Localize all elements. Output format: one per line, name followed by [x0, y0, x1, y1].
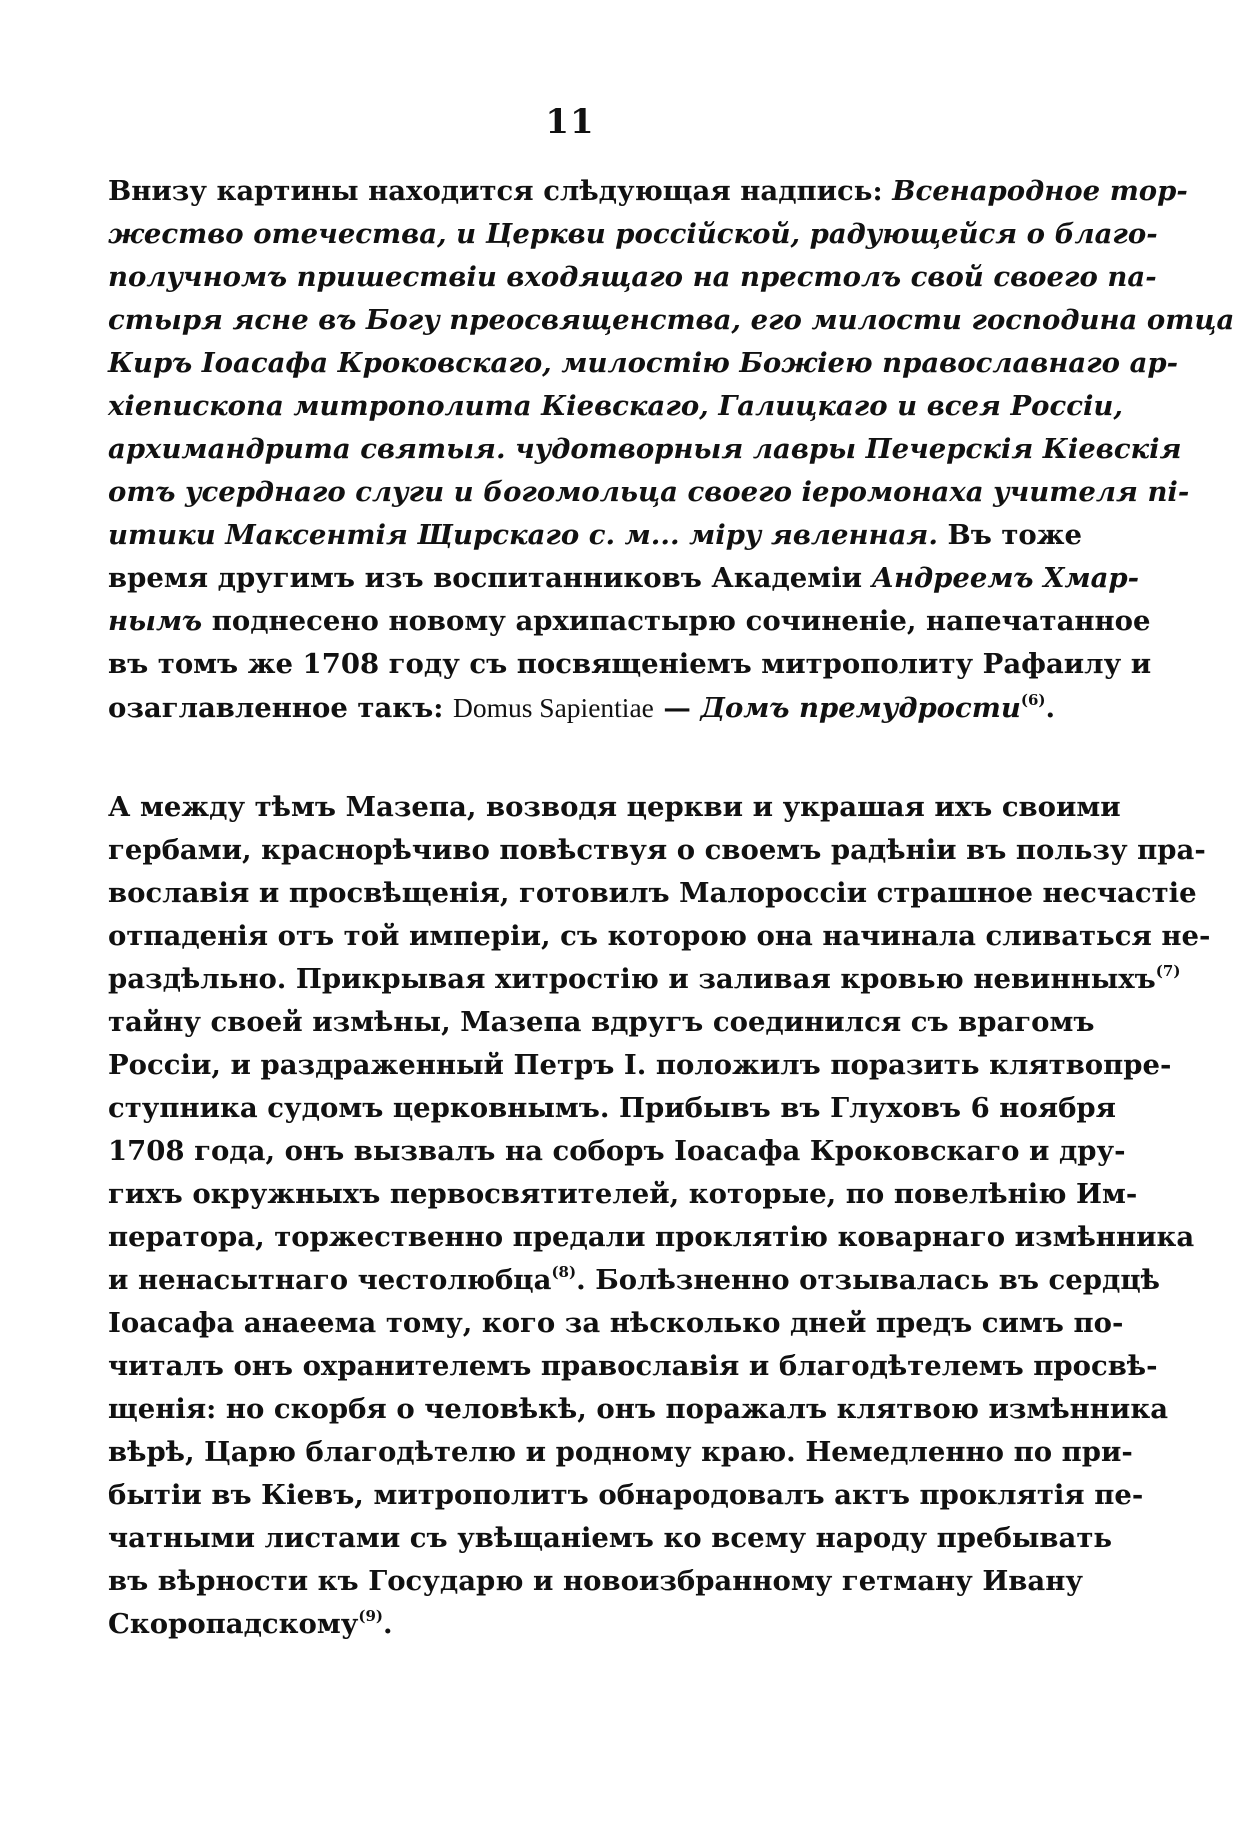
text-segment: гихъ окружныхъ первосвятителей, которые, по повелѣнію Им- — [108, 1178, 1138, 1210]
text-segment: 1708 года, онъ вызвалъ на соборъ Іоасафа Кроковскаго и дру- — [108, 1135, 1126, 1167]
text-segment: бытіи въ Кіевъ, митрополитъ обнародовалъ актъ проклятія пе- — [108, 1479, 1144, 1511]
text-line — [108, 1173, 1138, 1216]
text-segment: отпаденія отъ той имперіи, съ которою она начинала сливаться не- — [108, 920, 1211, 952]
text-line — [108, 1431, 1133, 1474]
text-line — [108, 514, 1083, 557]
text-segment: поднесено новому архипастырю сочиненіе, напечатанное — [202, 605, 1151, 637]
text-segment: озаглавленное такъ: — [108, 692, 453, 724]
text-line — [108, 342, 1179, 385]
text-line — [108, 1130, 1126, 1173]
text-segment: раздѣльно. Прикрывая хитростію и заливая кровью невинныхъ — [108, 963, 1156, 995]
text-line — [108, 1474, 1144, 1517]
text-line — [108, 600, 1151, 643]
text-line — [108, 1603, 1018, 1646]
text-segment: . — [1045, 692, 1056, 724]
text-line — [108, 1044, 1172, 1087]
text-segment: Въ тоже — [937, 519, 1083, 551]
text-segment: въ вѣрности къ Государю и новоизбранному гетману Ивану — [108, 1565, 1083, 1597]
text-line — [108, 256, 1157, 299]
text-segment: Domus Sapientiae — [452, 692, 654, 723]
text-segment: жество отечества, и Церкви россійской, радующейся о благо- — [108, 218, 1158, 250]
text-line — [108, 829, 1206, 872]
text-segment: Всенародное тор- — [892, 175, 1188, 207]
footnote-marker: (6) — [1020, 691, 1046, 709]
text-segment: . Болѣзненно отзывалась въ сердцѣ — [576, 1264, 1160, 1296]
paragraph-2 — [108, 786, 1211, 1646]
text-segment: читалъ онъ охранителемъ православія и благодѣтелемъ просвѣ- — [108, 1350, 1158, 1382]
footnote-marker: (7) — [1155, 962, 1181, 980]
text-line — [108, 299, 1234, 342]
text-line — [108, 1560, 1083, 1603]
text-line — [108, 428, 1182, 471]
text-segment: щенія: но скорбя о человѣкѣ, онъ поражалъ клятвою измѣнника — [108, 1393, 1169, 1425]
text-segment: Киръ Іоасафа Кроковскаго, милостію Божіею православнаго ар- — [108, 347, 1179, 379]
text-segment: получномъ пришествіи входящаго на престолъ свой своего па- — [108, 261, 1157, 293]
text-line — [108, 915, 1211, 958]
text-segment: нымъ — [108, 605, 203, 637]
text-segment: Скоропадскому — [108, 1608, 359, 1640]
text-segment: стыря ясне въ Богу преосвященства, его милости господина отца — [108, 304, 1234, 336]
text-line — [108, 471, 1190, 514]
text-segment: отъ усерднаго слуги и богомольца своего іеромонаха учителя пі- — [108, 476, 1190, 508]
text-segment: итики Максентія Щирскаго с. м... міру явленная. — [108, 519, 938, 551]
page-number: 11 — [545, 102, 595, 142]
text-segment: вославія и просвѣщенія, готовилъ Малороссіи страшное несчастіе — [108, 877, 1197, 909]
text-segment: тайну своей измѣны, Мазепа вдругъ соединился съ врагомъ — [108, 1006, 1095, 1038]
text-segment: ступника судомъ церковнымъ. Прибывъ въ Глуховъ 6 ноября — [108, 1092, 1116, 1124]
text-segment: Внизу картины находится слѣдующая надпись: — [108, 175, 893, 207]
text-line — [108, 385, 1124, 428]
text-segment: архимандрита святыя. чудотворныя лавры Печерскія Кіевскія — [108, 433, 1182, 465]
text-line — [108, 872, 1197, 915]
text-line — [108, 213, 1158, 256]
text-line — [108, 958, 1181, 1001]
text-line — [108, 1517, 1113, 1560]
text-line — [108, 170, 1188, 213]
text-line — [108, 557, 1140, 600]
text-segment: Россіи, и раздраженный Петръ I. положилъ поразить клятвопре- — [108, 1049, 1172, 1081]
text-line — [108, 1087, 1116, 1130]
text-segment: хіепископа митрополита Кіевскаго, Галицкаго и всея Россіи, — [108, 390, 1124, 422]
text-line — [108, 1001, 1095, 1044]
text-segment: Домъ премудрости — [700, 692, 1021, 724]
text-segment: Андреемъ Хмар- — [871, 562, 1140, 594]
text-line — [108, 1388, 1169, 1431]
footnote-marker: (9) — [358, 1607, 384, 1625]
text-segment: . — [383, 1608, 393, 1640]
text-segment: ператора, торжественно предали проклятію коварнаго измѣнника — [108, 1221, 1195, 1253]
text-line — [108, 1345, 1158, 1388]
text-line — [108, 686, 1056, 729]
text-segment: чатными листами съ увѣщаніемъ ко всему народу пребывать — [108, 1522, 1113, 1554]
text-line — [108, 1216, 1195, 1259]
footnote-marker: (8) — [551, 1263, 577, 1281]
text-segment: въ томъ же 1708 году съ посвященіемъ митрополиту Рафаилу и — [108, 648, 1152, 680]
text-segment: и ненасытнаго честолюбца — [108, 1264, 552, 1296]
text-line — [108, 1259, 1160, 1302]
text-line — [108, 786, 1121, 829]
text-segment: Іоасафа анаеема тому, кого за нѣсколько дней предъ симъ по- — [108, 1307, 1124, 1339]
text-segment: гербами, краснорѣчиво повѣствуя о своемъ радѣніи въ пользу пра- — [108, 834, 1206, 866]
text-line — [108, 643, 1152, 686]
paragraph-1 — [108, 170, 1234, 729]
text-segment: вѣрѣ, Царю благодѣтелю и родному краю. Немедленно по при- — [108, 1436, 1133, 1468]
text-segment: А между тѣмъ Мазепа, возводя церкви и украшая ихъ своими — [108, 791, 1121, 823]
text-segment: — — [653, 692, 701, 724]
text-segment: время другимъ изъ воспитанниковъ Академіи — [108, 562, 872, 594]
text-line — [108, 1302, 1124, 1345]
